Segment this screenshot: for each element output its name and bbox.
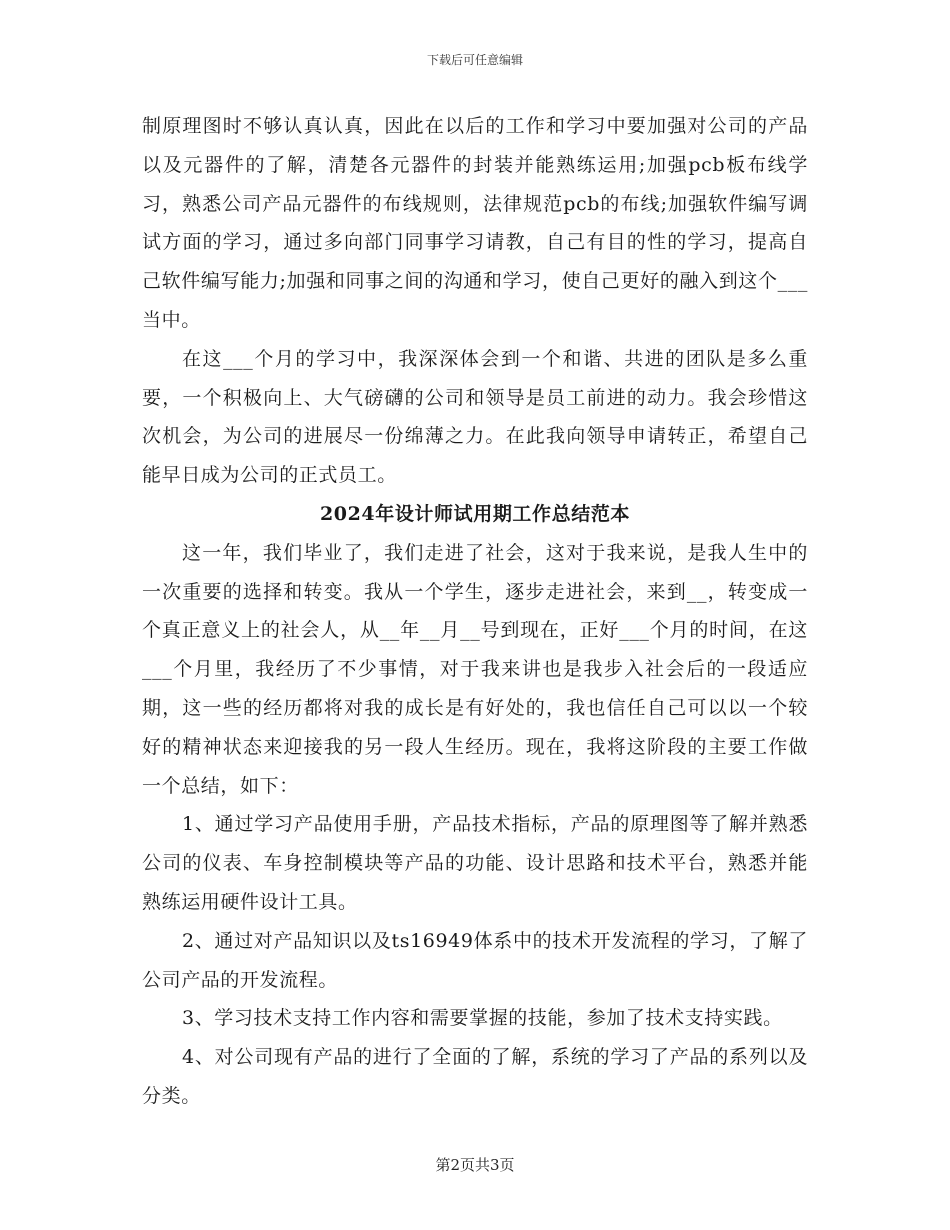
list-item-2: 2、通过对产品知识以及ts16949体系中的技术开发流程的学习，了解了公司产品的开发流程。 xyxy=(142,929,808,991)
page-number: 第2页共3页 xyxy=(435,1156,515,1174)
document-body xyxy=(142,107,808,1116)
page-header-note: 下载后可任意编辑 xyxy=(426,53,523,67)
list-item-1: 1、通过学习产品使用手册，产品技术指标，产品的原理图等了解并熟悉公司的仪表、车身控制模块等产品的功能、设计思路和技术平台，熟悉并能熟练运用硬件设计工具。 xyxy=(142,813,808,913)
paragraph-intro: 这一年，我们毕业了，我们走进了社会，这对于我来说，是我人生中的一次重要的选择和转变。我从一个学生，逐步走进社会，来到__，转变成一个真正意义上的社会人，从__年__月__号到现在，正好___个月的时间，在这___个月里，我经历了不少事情，对于我来讲也是我步入社会后的一段适应期，这一些的经历都将对我的成长是有好处的，我也信任自己可以以一个较好的精神状态来迎接我的另一段人生经历。现在，我将这阶段的主要工作做一个总结，如下： xyxy=(142,541,808,797)
paragraph-conclusion: 在这___个月的学习中，我深深体会到一个和谐、共进的团队是多么重要，一个积极向上、大气磅礴的公司和领导是员工前进的动力。我会珍惜这次机会，为公司的进展尽一份绵薄之力。在此我向领导申请转正，希望自己能早日成为公司的正式员工。 xyxy=(142,347,808,487)
paragraph-improvement-plan: 制原理图时不够认真认真，因此在以后的工作和学习中要加强对公司的产品以及元器件的了解，清楚各元器件的封装并能熟练运用;加强pcb板布线学习，熟悉公司产品元器件的布线规则，法律规范pcb的布线;加强软件编写调试方面的学习，通过多向部门同事学习请教，自己有目的性的学习，提高自己软件编写能力;加强和同事之间的沟通和学习，使自己更好的融入到这个___当中。 xyxy=(142,115,808,331)
list-item-4: 4、对公司现有产品的进行了全面的了解，系统的学习了产品的系列以及分类。 xyxy=(142,1046,808,1107)
section-title: 2024年设计师试用期工作总结范本 xyxy=(319,502,631,525)
list-item-3: 3、学习技术支持工作内容和需要掌握的技能，参加了技术支持实践。 xyxy=(182,1007,783,1030)
